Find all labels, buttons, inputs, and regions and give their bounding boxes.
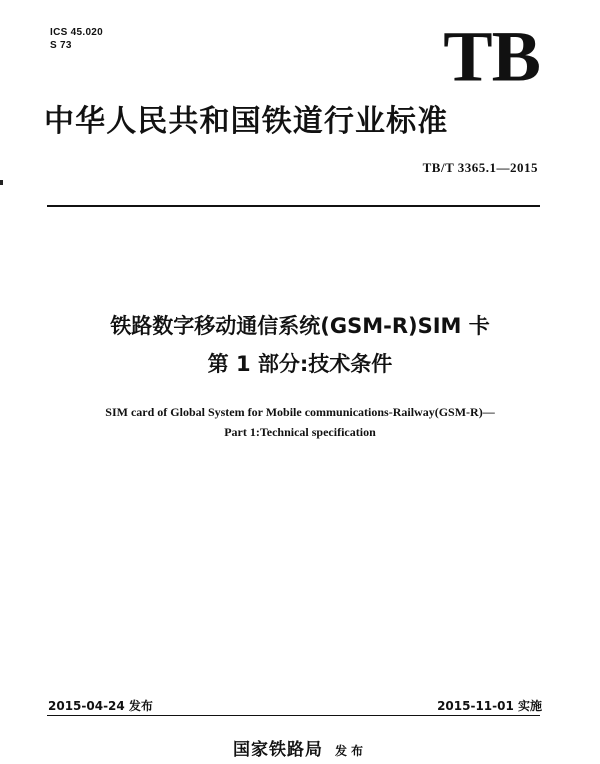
document-title-en-line1: SIM card of Global System for Mobile communications-Railway(GSM-R)— <box>105 405 495 419</box>
classification-block <box>50 26 103 52</box>
scan-edge-mark <box>0 180 3 185</box>
issuer <box>0 735 600 760</box>
category-code: S 73 <box>50 40 72 51</box>
issue-date: 2015-04-24 发布 <box>48 699 153 713</box>
issuer-name: 国家铁路局 <box>232 740 323 760</box>
issuer-verb: 发布 <box>334 744 367 758</box>
bottom-divider <box>47 715 540 716</box>
implement-date: 2015-11-01 实施 <box>437 699 542 713</box>
tb-logo: TB <box>443 16 540 98</box>
document-title-en-line2: Part 1:Technical specification <box>224 425 376 439</box>
document-title-cn-line1: 铁路数字移动通信系统(GSM-R)SIM 卡 <box>110 314 490 338</box>
ics-code: ICS 45.020 <box>50 27 104 38</box>
document-title-cn-line2: 第 1 部分:技术条件 <box>207 352 393 376</box>
standard-number: TB/T 3365.1—2015 <box>422 160 538 175</box>
top-divider <box>47 205 540 207</box>
standard-title: 中华人民共和国铁道行业标准 <box>44 104 449 139</box>
